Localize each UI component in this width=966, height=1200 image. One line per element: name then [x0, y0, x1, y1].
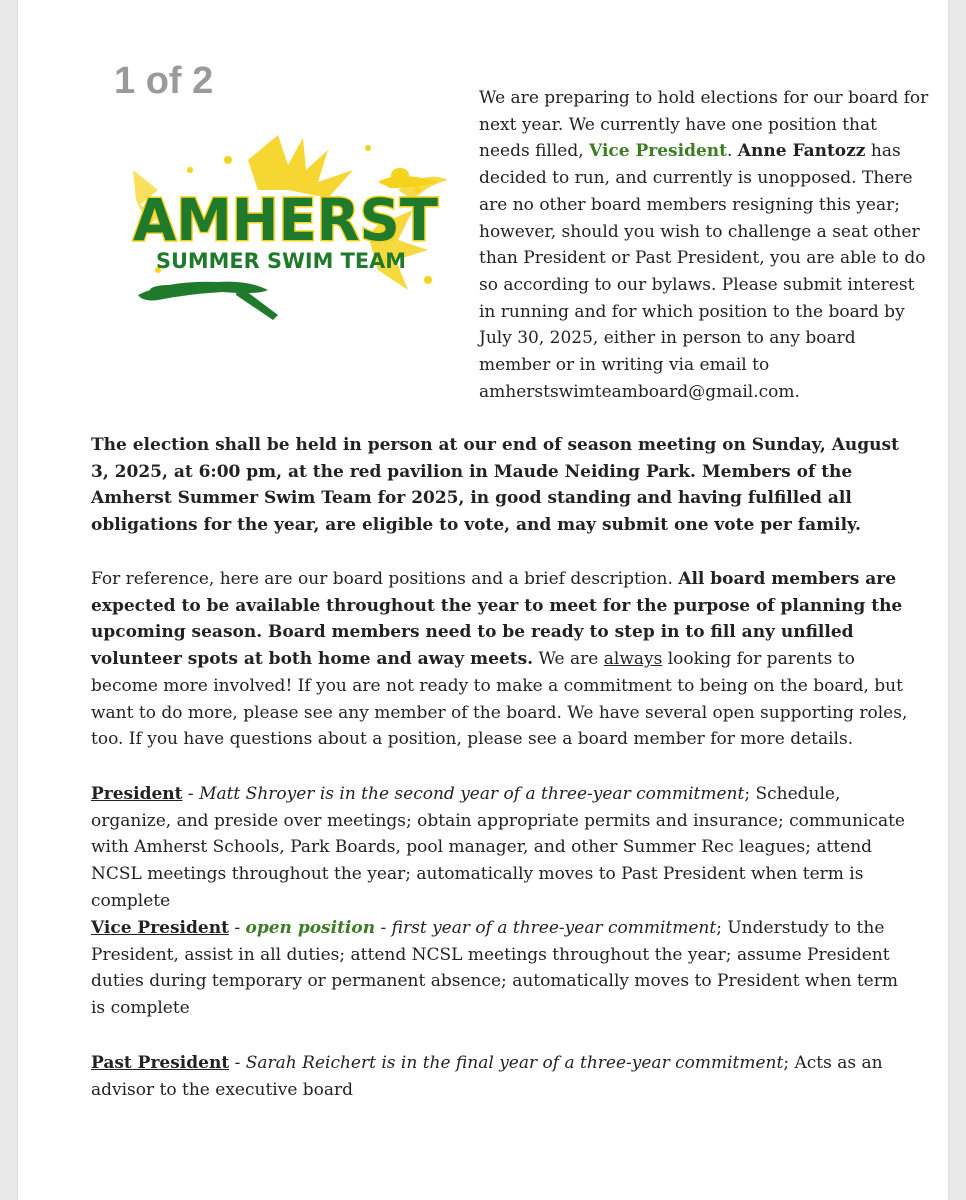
- past-president-term: Sarah Reichert is in the final year of a three-year commitment: [245, 1053, 784, 1073]
- reference-text-3: looking for parents to become more involved! If you are not ready to make a commitment to being on the board, but want to do more, please see any member of the board. We have several open supporting roles, too. If you have questions about a position, please see a board member for more details.: [91, 649, 908, 750]
- president-term: Matt Shroyer is in the second year of a three-year commitment: [199, 784, 745, 804]
- reference-text-1: For reference, here are our board positions and a brief description.: [91, 569, 679, 589]
- document-page: [18, 0, 948, 1200]
- vice-president-title: Vice President: [91, 918, 229, 938]
- logo-title: AMHERST: [133, 186, 439, 254]
- president-duties: ; Schedule, organize, and preside over meetings; obtain appropriate permits and insurance; communicate with Amherst Schools, Park Boards, pool manager, and other Summer Rec leagues; attend NCSL meetings throughout the year; automatically moves to Past President when term is complete: [91, 784, 905, 911]
- amherst-swim-team-logo: [128, 130, 458, 340]
- reference-text-2: We are: [533, 649, 604, 670]
- president-entry: [91, 781, 911, 915]
- vice-president-term: first year of a three-year commitment: [391, 918, 717, 938]
- logo-subtitle: SUMMER SWIM TEAM: [156, 249, 406, 273]
- intro-paragraph: [479, 85, 929, 405]
- president-title: President: [91, 784, 183, 804]
- president-sep: -: [182, 784, 200, 804]
- page-indicator: 1 of 2: [114, 60, 214, 102]
- vice-president-duties: ; Understudy to the President, assist in all duties; attend NCSL meetings throughout the year; assume President duties during temporary or permanent absence; automatically moves to President when term is complete: [91, 918, 898, 1019]
- vice-president-status: open position: [245, 918, 376, 938]
- intro-text-1: We are preparing to hold elections for our board for next year. We currently have one position that needs filled,: [479, 88, 929, 162]
- reference-paragraph: [91, 566, 911, 753]
- vice-president-sep: -: [228, 918, 246, 938]
- reference-bold-text: All board members are expected to be available throughout the year to meet for the purpose of planning the upcoming season. Board members need to be ready to step in to fill any unfilled volunteer spots at both home and away meets.: [91, 569, 903, 670]
- intro-text-2: .: [726, 141, 738, 162]
- intro-text-3: has decided to run, and currently is unopposed. There are no other board members resigning this year; however, should you wish to challenge a seat other than President or Past President, you are able to do so according to our bylaws. Please submit interest in running and for which position to the board by July 30, 2025, either in person to any board member or in writing via email to amherstswimteamboard@gmail.com.: [479, 141, 926, 402]
- past-president-duties: ; Acts as an advisor to the executive board: [91, 1053, 883, 1100]
- always-underlined: always: [603, 649, 663, 670]
- past-president-title: Past President: [91, 1053, 230, 1073]
- past-president-entry: [91, 1050, 911, 1103]
- vice-president-entry: [91, 915, 911, 1022]
- vice-president-sep2: -: [375, 918, 392, 938]
- candidate-name: Anne Fantozz: [737, 141, 866, 162]
- open-position-highlight: Vice President: [589, 141, 727, 162]
- diving-swimmer-icon: [138, 282, 278, 320]
- election-paragraph: The election shall be held in person at our end of season meeting on Sunday, August 3, 2025, at 6:00 pm, at the red pavilion in Maude Neiding Park. Members of the Amherst Summer Swim Team for 2025, in good standing and having fulfilled all obligations for the year, are eligible to vote, and may submit one vote per family.: [91, 435, 899, 536]
- past-president-sep: -: [229, 1053, 246, 1073]
